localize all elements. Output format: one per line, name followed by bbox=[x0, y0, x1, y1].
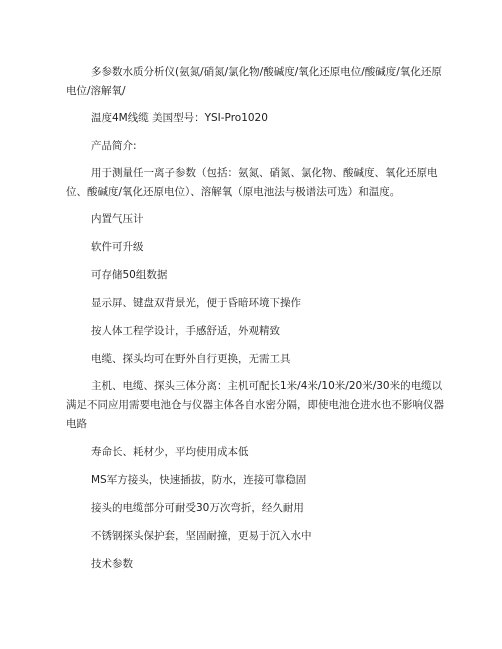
paragraph-three-part: 主机、电缆、探头三体分离：主机可配长1米/4米/10米/20米/30米的电缆以满足不同应用需要电池仓与仪器主体各自水密分隔，即使电池仓进水也不影响仪器电路 bbox=[66, 380, 444, 430]
paragraph-tech-params: 技术参数 bbox=[91, 558, 133, 570]
paragraph-storage: 可存储50组数据 bbox=[91, 269, 168, 281]
paragraph-title: 多参数水质分析仪(氨氮/硝氮/氯化物/酸碱度/氧化还原电位/酸碱度/氧化还原电位/溶解氧/ bbox=[66, 66, 442, 97]
paragraph-steel-guard: 不锈钢探头保护套，坚固耐撞，更易于沉入水中 bbox=[91, 530, 312, 542]
paragraph-cable-bend: 接头的电缆部分可耐受30万次弯折，经久耐用 bbox=[91, 502, 304, 514]
paragraph-ms-connector: MS军方接头，快速插拔，防水，连接可靠稳固 bbox=[91, 474, 307, 486]
paragraph-lifespan: 寿命长、耗材少，平均使用成本低 bbox=[91, 446, 249, 458]
paragraph-barometer: 内置气压计 bbox=[91, 213, 144, 225]
paragraph-model: 温度4M线缆 美国型号：YSI-Pro1020 bbox=[91, 112, 268, 124]
paragraph-field-replace: 电缆、探头均可在野外自行更换，无需工具 bbox=[91, 353, 291, 365]
paragraph-ergonomic: 按人体工程学设计，手感舒适，外观精致 bbox=[91, 325, 280, 337]
paragraph-intro-body: 用于测量任一离子参数（包括：氨氮、硝氮、氯化物、酸碱度、氧化还原电位、酸碱度/氧化还原电位）、溶解氧（原电池法与极谱法可选）和温度。 bbox=[66, 167, 438, 198]
paragraph-software: 软件可升级 bbox=[91, 241, 144, 253]
paragraph-intro-heading: 产品简介: bbox=[91, 140, 137, 152]
paragraph-backlight: 显示屏、键盘双背景光，便于昏暗环境下操作 bbox=[91, 297, 301, 309]
